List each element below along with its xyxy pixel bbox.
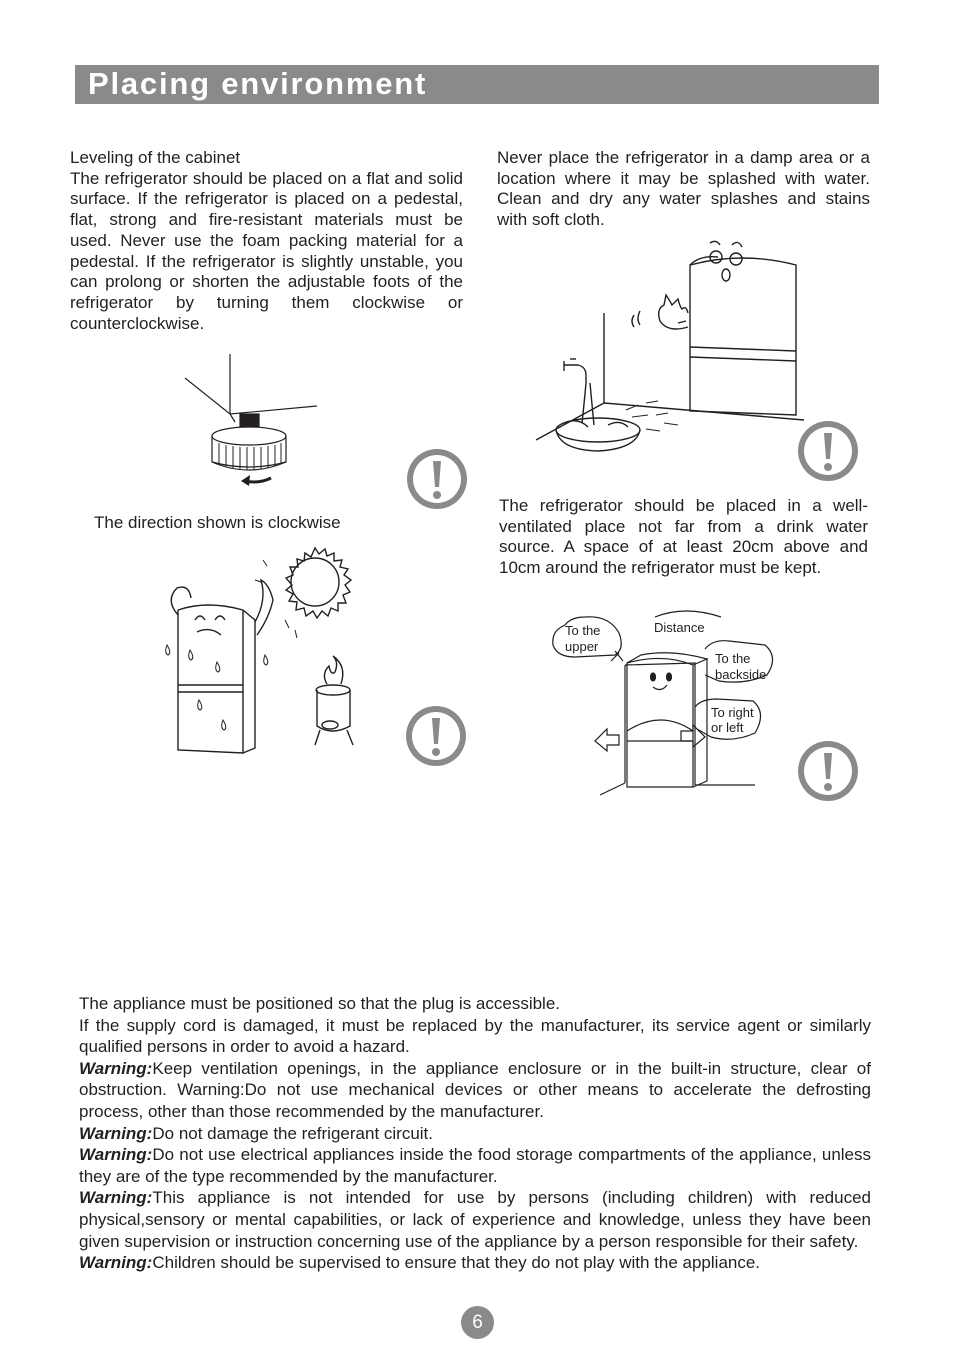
warning-refrigerant-text: Do not damage the refrigerant circuit. [152, 1123, 434, 1143]
warning-persons [79, 1187, 871, 1252]
exclamation-warning-icon [404, 704, 468, 768]
clearance-illustration [545, 605, 775, 800]
warning-label: Warning: [79, 1188, 153, 1208]
label-to-the-upper-1: To the [565, 623, 601, 638]
warning-label: Warning: [79, 1145, 153, 1165]
warning-ventilation [79, 1058, 871, 1123]
label-to-the-upper-2: upper [565, 639, 599, 654]
leveling-heading: Leveling of the cabinet [70, 148, 241, 167]
ventilation-body: The refrigerator should be placed in a well-ventilated place not far from a drink water source. A space of at least 20cm above and 10cm around the refrigerator must be kept. [499, 496, 868, 578]
adjustable-foot-illustration [175, 350, 325, 490]
damp-section [497, 148, 870, 231]
warning-electrical-text: Do not use electrical appliances inside the food storage compartments of the appliance, unless they are of the type recommended by the manufacturer. [79, 1145, 871, 1186]
label-to-right-or-left-2: or left [711, 720, 744, 735]
warning-children-text: Children should be supervised to ensure that they do not play with the appliance. [152, 1253, 761, 1273]
page-number: 6 [461, 1306, 494, 1339]
warning-label: Warning: [79, 1058, 153, 1078]
leveling-section [70, 148, 463, 334]
warning-persons-text: This appliance is not intended for use by persons (including children) with reduced physical,sensory or mental capabilities, or lack of experience and knowledge, unless they have been given supervision or instruction concerning use of the appliance by a person responsible for their safety. [79, 1188, 871, 1251]
page-title: Placing environment [88, 66, 428, 101]
plug-note: The appliance must be positioned so that the plug is accessible. [79, 994, 561, 1013]
leveling-body: The refrigerator should be placed on a flat and solid surface. If the refrigerator is placed on a pedestal, flat, strong and fire-resistant materials must be used. Never use the foam packing material for a pedestal. If the refrigerator is slightly unstable, you can prolong or shorten the adjustable foots of the refrigerator by turning them clockwise or counterclockwise. [70, 168, 463, 333]
safety-notes [79, 993, 871, 1274]
label-to-the-backside-1: To the [715, 651, 751, 666]
label-to-the-backside-2: backside [715, 667, 767, 682]
damp-body: Never place the refrigerator in a damp area or a location where it may be splashed with water. Clean and dry any water splashes and stains with soft cloth. [497, 148, 870, 230]
warning-refrigerant [79, 1123, 871, 1145]
warning-children [79, 1252, 871, 1274]
exclamation-warning-icon [796, 739, 860, 803]
warning-label: Warning: [79, 1123, 153, 1143]
damp-area-illustration [528, 235, 808, 460]
warning-electrical [79, 1144, 871, 1187]
leveling-caption: The direction shown is clockwise [94, 513, 341, 532]
warning-label: Warning: [79, 1253, 153, 1273]
ventilation-section [499, 496, 868, 579]
cord-note: If the supply cord is damaged, it must be replaced by the manufacturer, its service agent or similarly qualified persons in order to avoid a hazard. [79, 1015, 871, 1057]
heat-source-illustration [155, 540, 370, 760]
label-to-right-or-left-1: To right [711, 705, 754, 720]
exclamation-warning-icon [405, 447, 469, 511]
label-distance: Distance [654, 620, 705, 635]
title-bar [75, 65, 879, 104]
warning-ventilation-text: Keep ventilation openings, in the appliance enclosure or in the built-in structure, clear of obstruction. Warning:Do not use mechanical devices or other means to accelerate the defrosting process, other than those recommended by the manufacturer. [79, 1058, 871, 1121]
